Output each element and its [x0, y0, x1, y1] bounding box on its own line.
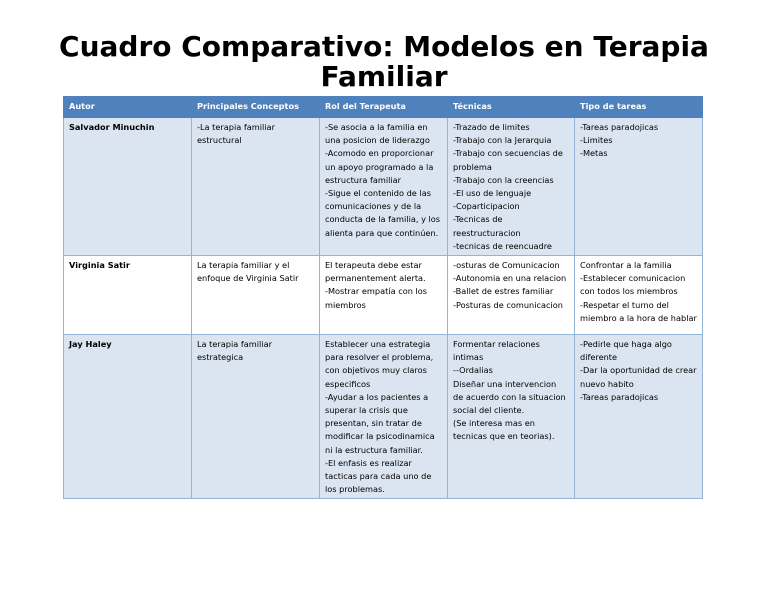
table-row — [64, 118, 703, 256]
comparison-table — [63, 96, 703, 499]
header-principales-conceptos: Principales Conceptos — [192, 97, 320, 118]
cell-conceptos: -La terapia familiar estructural — [192, 118, 320, 256]
table-row — [64, 335, 703, 499]
header-tecnicas: Técnicas — [448, 97, 575, 118]
header-row — [64, 97, 703, 118]
table-row — [64, 256, 703, 335]
header-rol-del-terapeuta: Rol del Terapeuta — [320, 97, 448, 118]
cell-rol: -Se asocia a la familia en una posicion de liderazgo -Acomodo en proporcionar un apoyo programado a la estructura familiar -Sigue el contenido de las comunicaciones y de la conducta de la familia, y los alienta para que continúen. — [320, 118, 448, 256]
cell-tecnicas: Formentar relaciones intimas --Ordalias Diseñar una intervencion de acuerdo con la situacion social del cliente. (Se interesa mas en tecnicas que en teorias). — [448, 335, 575, 499]
header-tipo-de-tareas: Tipo de tareas — [575, 97, 703, 118]
cell-rol: Establecer una estrategia para resolver el problema, con objetivos muy claros especificos -Ayudar a los pacientes a superar la crisis que presentan, sin tratar de modificar la psicodinamica ni la estructura familiar. -El enfasis es realizar tacticas para cada uno de los problemas. — [320, 335, 448, 499]
cell-conceptos: La terapia familiar y el enfoque de Virginia Satir — [192, 256, 320, 335]
cell-autor: Salvador Minuchin — [64, 118, 192, 256]
cell-tareas: -Tareas paradojicas -Limites -Metas — [575, 118, 703, 256]
cell-autor: Virginia Satir — [64, 256, 192, 335]
cell-tecnicas: -Trazado de limites -Trabajo con la Jerarquia -Trabajo con secuencias de problema -Trabajo con la creencias -El uso de lenguaje -Coparticipacion -Tecnicas de reestructuracion -tecnicas de reencuadre — [448, 118, 575, 256]
cell-rol: El terapeuta debe estar permanentement alerta. -Mostrar empatía con los miembros — [320, 256, 448, 335]
cell-autor: Jay Haley — [64, 335, 192, 499]
cell-conceptos: La terapia familiar estrategica — [192, 335, 320, 499]
page-title: Cuadro Comparativo: Modelos en Terapia Familiar — [59, 30, 709, 93]
cell-tareas: -Pedirle que haga algo diferente -Dar la oportunidad de crear nuevo habito -Tareas paradojicas — [575, 335, 703, 499]
header-autor: Autor — [64, 97, 192, 118]
cell-tecnicas: -osturas de Comunicacion -Autonomia en una relacion -Ballet de estres familiar -Posturas de comunicacion — [448, 256, 575, 335]
cell-tareas: Confrontar a la familia -Establecer comunicacion con todos los miembros -Respetar el turno del miembro a la hora de hablar — [575, 256, 703, 335]
